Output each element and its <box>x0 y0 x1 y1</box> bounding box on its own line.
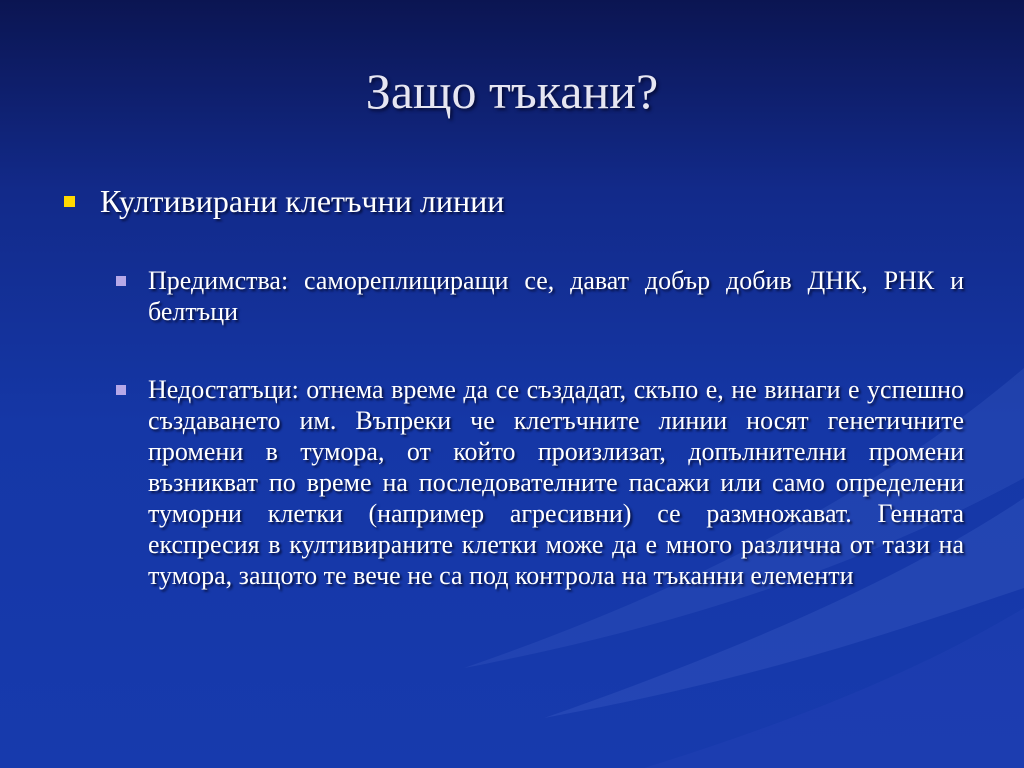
square-bullet-icon <box>116 276 126 286</box>
sub-bullet-text: Недостатъци: отнема време да се създадат, скъпо е, не винаги е успешно създаването им. Въпреки че клетъчните линии носят генетичните промени в тумора, от който произлизат, допълнителни промени възникват по време на последователните пасажи или само определени туморни клетки (например агресивни) се размножават. Генната експресия в култивираните клетки може да е много различна от тази на тумора, защото те вече не са под контрола на тъканни елементи <box>148 375 964 590</box>
square-bullet-icon <box>64 196 75 207</box>
sub-bullet-disadvantages <box>116 374 964 591</box>
sub-bullet-text: Предимства: самореплициращи се, дават добър добив ДНК, РНК и белтъци <box>148 266 964 326</box>
sub-bullet-advantages <box>116 265 964 327</box>
slide-title: Защо тъкани? <box>365 63 659 119</box>
bullet-text: Култивирани клетъчни линии <box>100 183 505 219</box>
square-bullet-icon <box>116 385 126 395</box>
